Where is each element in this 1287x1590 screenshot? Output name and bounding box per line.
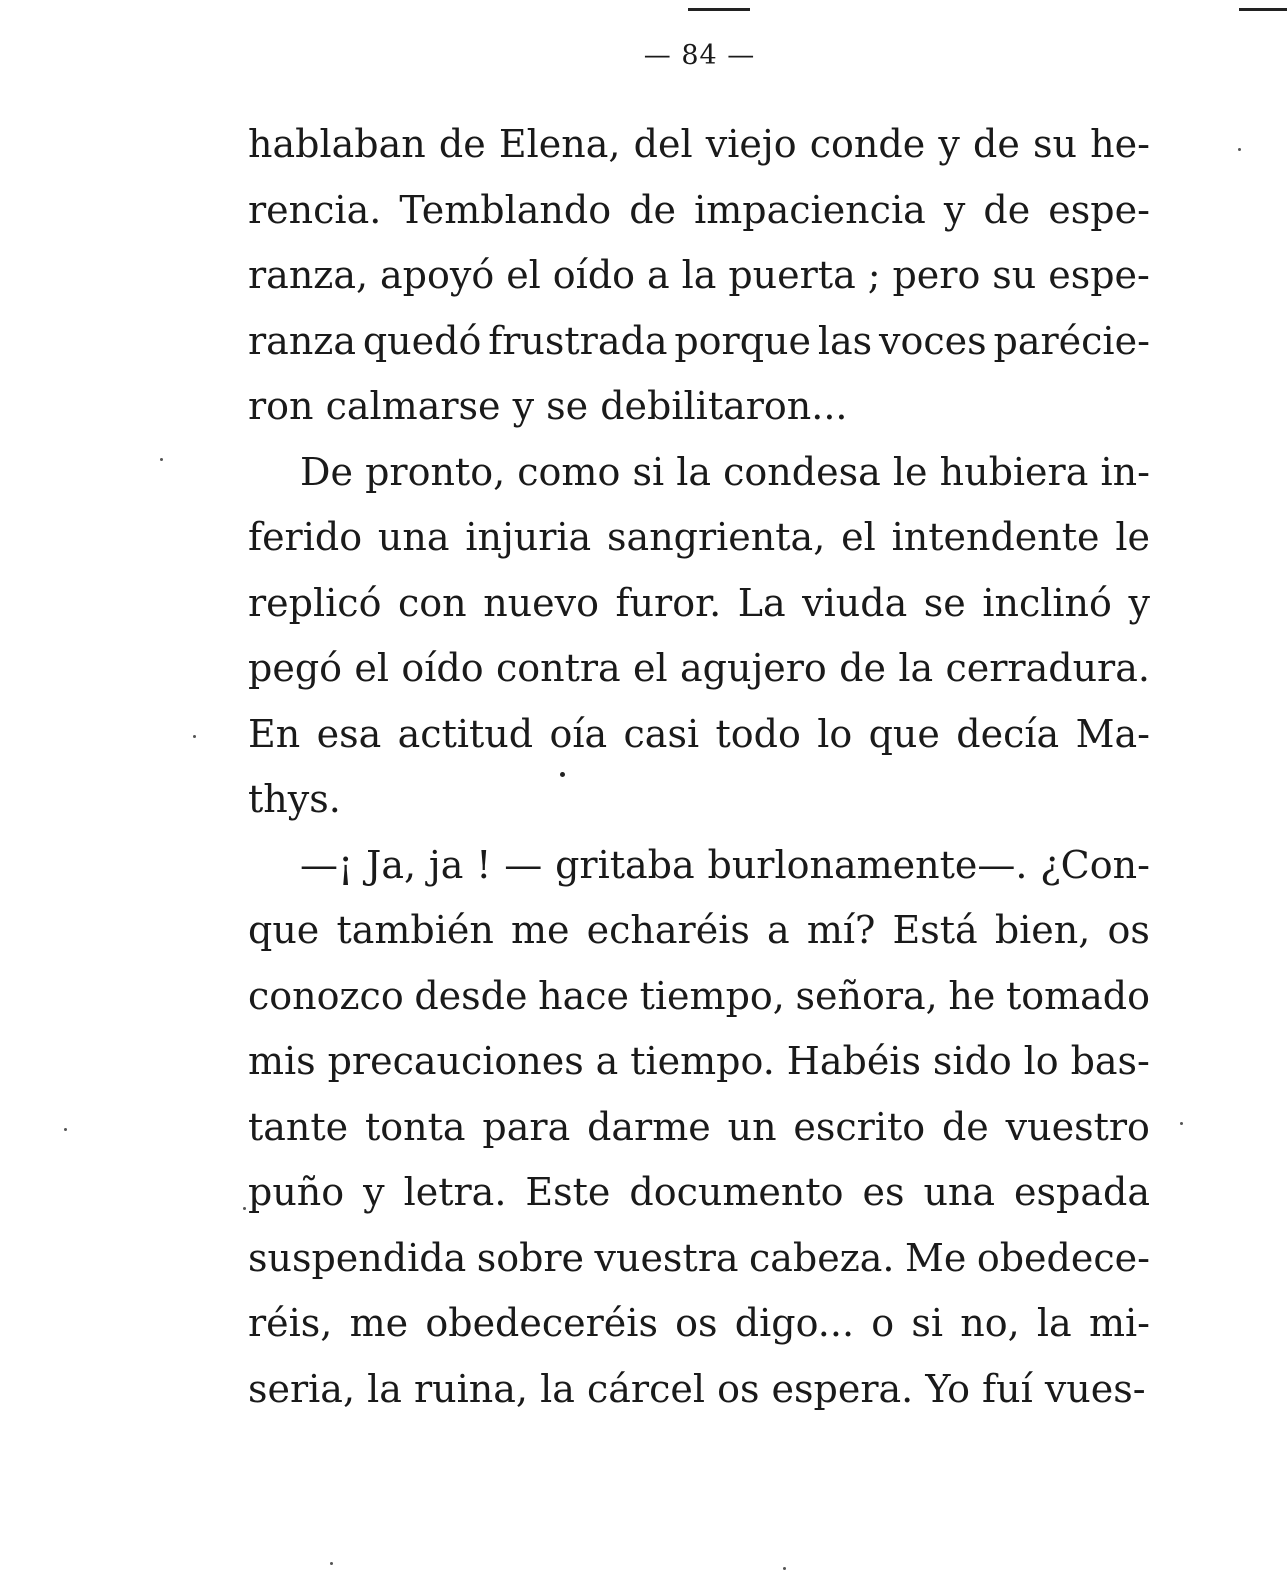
- body-text: [248, 112, 1150, 1422]
- word: in-: [1100, 449, 1150, 494]
- word: todo: [715, 711, 801, 756]
- text-line: [248, 833, 1150, 899]
- text-line: thys.: [248, 777, 341, 821]
- word: réis,: [248, 1301, 333, 1345]
- text-line: [248, 1160, 1150, 1226]
- word: señora,: [795, 973, 938, 1018]
- word: me: [349, 1301, 409, 1345]
- word: con: [398, 580, 467, 625]
- word: quedó: [362, 318, 482, 363]
- word: vuestra: [594, 1235, 739, 1280]
- word: Ma-: [1075, 711, 1150, 756]
- text-line: [248, 1029, 1150, 1095]
- word: de: [839, 646, 886, 690]
- word: o: [871, 1301, 895, 1345]
- word: inclinó: [982, 580, 1112, 625]
- word: precauciones: [327, 1039, 584, 1083]
- word: Este: [525, 1170, 611, 1214]
- word: a: [767, 908, 790, 952]
- word: obedece-: [976, 1235, 1150, 1280]
- word: pero: [892, 253, 981, 297]
- word: actitud: [397, 711, 534, 756]
- word: porque: [674, 318, 811, 363]
- word: le: [892, 449, 928, 494]
- word: Está: [892, 908, 978, 952]
- text-line: [248, 505, 1150, 571]
- word: documento: [629, 1170, 844, 1214]
- word: puño: [248, 1170, 345, 1214]
- scan-speck: [330, 1562, 333, 1565]
- scan-speck: [1180, 1122, 1183, 1125]
- word: que: [248, 908, 320, 952]
- word: ¿Con-: [1040, 842, 1150, 887]
- word: cerradura.: [945, 646, 1150, 690]
- text-line: [248, 1095, 1150, 1161]
- header-rule: [688, 8, 750, 11]
- word: obedeceréis: [425, 1301, 658, 1345]
- word: es: [862, 1170, 905, 1214]
- word: pronto,: [365, 449, 506, 494]
- word: tiempo.: [630, 1039, 775, 1083]
- word: letra.: [403, 1170, 507, 1214]
- word: echaréis: [586, 908, 750, 952]
- word: tomado: [1005, 973, 1150, 1018]
- word: darme: [587, 1104, 711, 1149]
- word: escrito: [793, 1104, 926, 1149]
- word: su: [1033, 122, 1077, 166]
- word: la: [681, 253, 717, 297]
- scan-speck: [783, 1567, 786, 1570]
- word: viuda: [802, 580, 908, 625]
- text-line: seria, la ruina, la cárcel os espera. Yo fuí vues-: [248, 1366, 1146, 1411]
- scan-speck: [160, 458, 163, 461]
- word: esa: [316, 711, 382, 756]
- word: y: [1128, 580, 1150, 625]
- word: si: [911, 1301, 944, 1345]
- word: Me: [904, 1235, 967, 1280]
- word: he-: [1090, 122, 1150, 166]
- word: espada: [1014, 1170, 1150, 1214]
- word: agujero: [680, 646, 827, 690]
- text-line: [248, 178, 1150, 244]
- word: furor.: [615, 580, 722, 625]
- word: también: [336, 908, 494, 952]
- word: conozco: [248, 973, 404, 1018]
- word: voces: [879, 318, 987, 363]
- word: ferido: [248, 515, 363, 559]
- corner-rule: [1239, 8, 1287, 11]
- word: la: [676, 449, 712, 494]
- word: el: [354, 646, 390, 690]
- word: impaciencia: [694, 187, 926, 232]
- word: su: [992, 253, 1037, 297]
- word: En: [248, 711, 301, 756]
- word: burlonamente—.: [707, 842, 1028, 887]
- text-line: [248, 571, 1150, 637]
- word: bien,: [994, 908, 1091, 952]
- word: de: [973, 122, 1020, 166]
- word: os: [1107, 908, 1150, 952]
- word: digo...: [734, 1301, 855, 1345]
- word: ranza,: [248, 253, 369, 297]
- word: Ja,: [366, 842, 417, 887]
- word: lo: [817, 711, 853, 756]
- word: una: [923, 1170, 996, 1214]
- word: el: [633, 646, 668, 690]
- word: gritaba: [555, 842, 695, 887]
- word: parécie-: [993, 318, 1150, 363]
- word: De: [300, 449, 353, 494]
- text-line: [248, 898, 1150, 964]
- word: sido: [932, 1039, 1012, 1083]
- word: !: [476, 842, 492, 887]
- word: para: [482, 1104, 571, 1149]
- word: Habéis: [786, 1039, 921, 1083]
- word: y: [938, 122, 960, 166]
- word: desde: [414, 973, 528, 1018]
- word: la: [1036, 1301, 1072, 1345]
- word: me: [510, 908, 570, 952]
- word: apoyó: [380, 253, 495, 297]
- word: hablaban: [248, 122, 426, 166]
- word: sobre: [476, 1235, 585, 1280]
- scan-speck: [1238, 148, 1241, 151]
- scan-speck: [64, 1128, 67, 1131]
- word: tante: [248, 1104, 349, 1149]
- word: viejo: [705, 122, 797, 166]
- word: frustrada: [488, 318, 668, 363]
- word: condesa: [723, 449, 881, 494]
- word: a: [646, 253, 670, 297]
- word: Temblando: [399, 187, 612, 232]
- text-line: [248, 112, 1150, 178]
- word: decía: [956, 711, 1060, 756]
- text-line: [248, 309, 1150, 375]
- text-line: [248, 243, 1150, 309]
- word: pegó: [248, 646, 343, 690]
- word: espe-: [1048, 253, 1150, 297]
- word: cabeza.: [748, 1235, 895, 1280]
- word: de: [983, 187, 1031, 232]
- word: he: [948, 973, 996, 1018]
- word: injuria: [465, 515, 592, 559]
- word: mí?: [806, 908, 876, 952]
- word: intendente: [891, 515, 1100, 559]
- scan-speck: [243, 1207, 246, 1210]
- word: replicó: [248, 580, 382, 625]
- word: y: [943, 187, 966, 232]
- word: mis: [248, 1039, 316, 1083]
- text-line: [248, 702, 1150, 768]
- word: —: [504, 842, 543, 887]
- word: vuestro: [1005, 1104, 1150, 1149]
- word: y: [363, 1170, 385, 1214]
- word: os: [675, 1301, 718, 1345]
- word: tonta: [365, 1104, 466, 1149]
- text-line: [248, 964, 1150, 1030]
- text-line: ron calmarse y se debilitaron...: [248, 384, 848, 428]
- word: de: [438, 122, 486, 166]
- word: una: [377, 515, 450, 559]
- text-line: [248, 1291, 1150, 1357]
- word: el: [506, 253, 541, 297]
- word: —¡: [300, 842, 354, 887]
- word: un: [727, 1104, 777, 1149]
- word: nuevo: [483, 580, 599, 625]
- word: oído: [401, 646, 484, 690]
- text-line: [248, 1226, 1150, 1292]
- word: de: [941, 1104, 989, 1149]
- word: bas-: [1070, 1039, 1150, 1083]
- word: rencia.: [248, 187, 382, 232]
- word: la: [898, 646, 934, 690]
- text-line: [248, 636, 1150, 702]
- word: puerta: [728, 253, 856, 297]
- word: le: [1115, 515, 1150, 559]
- word: a: [595, 1039, 619, 1083]
- word: no,: [960, 1301, 1020, 1345]
- word: como: [517, 449, 621, 494]
- word: ranza: [248, 318, 356, 363]
- word: contra: [495, 646, 621, 690]
- word: del: [633, 122, 693, 166]
- page-number: — 84 —: [643, 40, 756, 71]
- word: ja: [428, 842, 464, 887]
- word: sangrienta,: [607, 515, 826, 559]
- text-line: [248, 440, 1150, 506]
- word: las: [817, 318, 873, 363]
- word: La: [737, 580, 786, 625]
- word: lo: [1023, 1039, 1059, 1083]
- word: mi-: [1088, 1301, 1150, 1345]
- word: si: [632, 449, 665, 494]
- word: el: [841, 515, 876, 559]
- word: de: [629, 187, 677, 232]
- word: Elena,: [498, 122, 621, 166]
- scan-speck: [560, 772, 565, 777]
- word: hace: [538, 973, 629, 1018]
- word: ;: [867, 253, 881, 297]
- word: espe-: [1048, 187, 1150, 232]
- scan-speck: [193, 735, 196, 738]
- word: casi: [623, 711, 700, 756]
- word: conde: [809, 122, 926, 166]
- word: oído: [552, 253, 636, 297]
- word: suspendida: [248, 1235, 467, 1280]
- word: hubiera: [939, 449, 1089, 494]
- word: que: [868, 711, 940, 756]
- word: se: [923, 580, 966, 625]
- word: oía: [549, 711, 608, 756]
- word: tiempo,: [639, 973, 785, 1018]
